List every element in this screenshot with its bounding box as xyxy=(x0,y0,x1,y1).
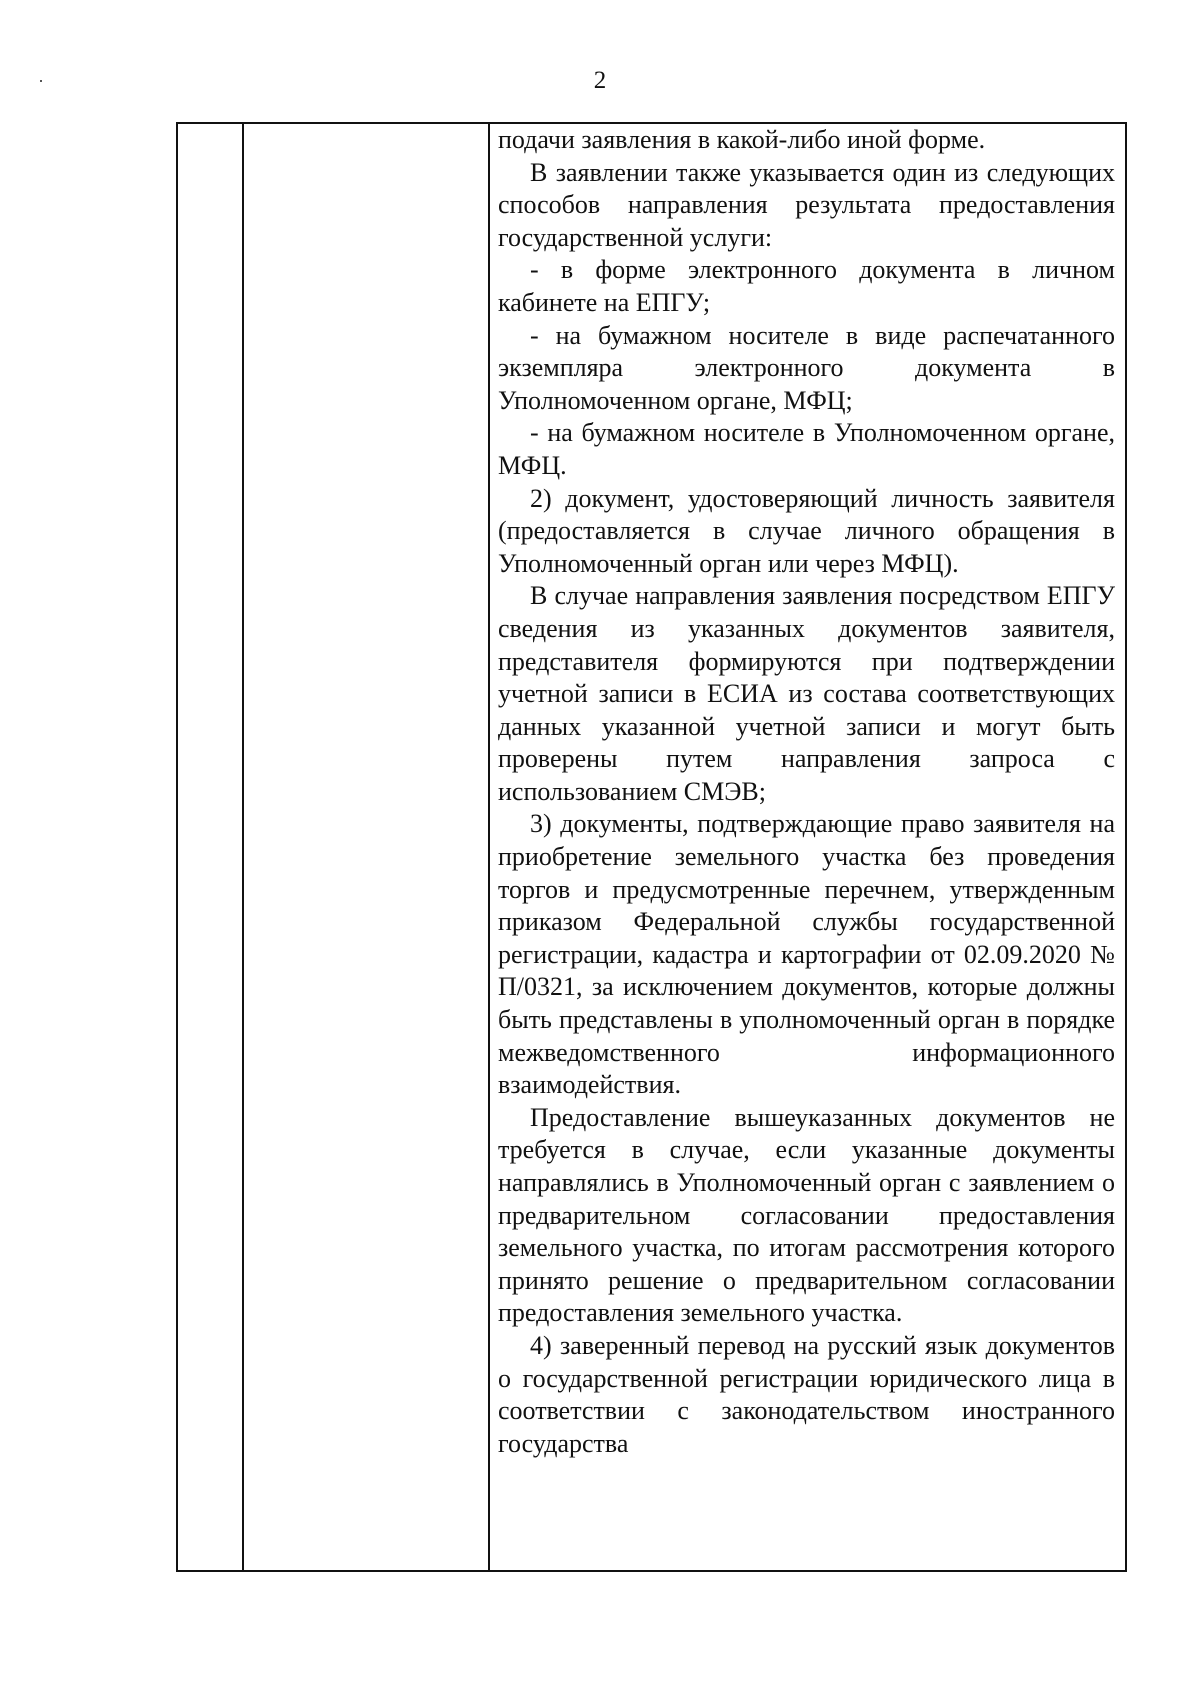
numbered-item: 2) документ, удостоверяющий личность заявителя (предоставляется в случае личного обращения в Уполномоченный орган или через МФЦ). xyxy=(498,483,1115,578)
list-item: - на бумажном носителе в виде распечатанного экземпляра электронного документа в Уполномоченном органе, МФЦ; xyxy=(498,320,1115,415)
list-item: - в форме электронного документа в личном кабинете на ЕПГУ; xyxy=(498,255,1115,317)
numbered-item: 3) документы, подтверждающие право заявителя на приобретение земельного участка без проведения торгов и предусмотренные перечнем, утвержденным приказом Федеральной службы государственной регистрации, кадастра и картографии от 02.09.2020 № П/0321, за исключением документов, которые должны быть представлены в уполномоченный орган в порядке межведомственного информационного взаимодействия. xyxy=(498,809,1115,1100)
table-column-divider xyxy=(488,124,490,1570)
paragraph: Предоставление вышеуказанных документов не требуется в случае, если указанные документы направлялись в Уполномоченный орган с заявлением о предварительном согласовании предоставления земельного участка, по итогам рассмотрения которого принято решение о предварительном согласовании предоставления земельного участка. xyxy=(498,1102,1115,1328)
page-number: 2 xyxy=(593,67,607,94)
document-table xyxy=(176,122,1127,1572)
table-text-cell xyxy=(498,124,1115,1570)
paragraph: подачи заявления в какой-либо иной форме. xyxy=(498,125,986,154)
paragraph: В заявлении также указывается один из следующих способов направления результата предоставления государственной услуги: xyxy=(498,157,1115,252)
paragraph: В случае направления заявления посредством ЕПГУ сведения из указанных документов заявителя, представителя формируются при подтверждении учетной записи в ЕСИА из состава соответствующих данных указанной учетной записи и могут быть проверены путем направления запроса с использованием СМЭВ; xyxy=(498,581,1115,806)
table-column-divider xyxy=(242,124,244,1570)
list-item: - на бумажном носителе в Уполномоченном органе, МФЦ. xyxy=(498,418,1115,480)
numbered-item: 4) заверенный перевод на русский язык документов о государственной регистрации юридического лица в соответствии с законодательством иностранного государства xyxy=(498,1330,1115,1458)
